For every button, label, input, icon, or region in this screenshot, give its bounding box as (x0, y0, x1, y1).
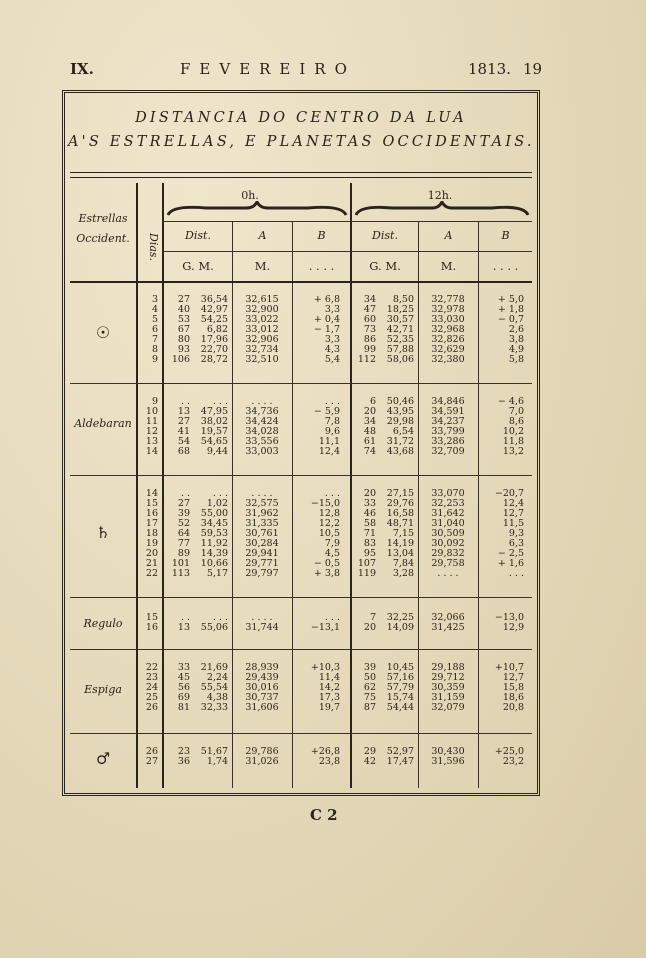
rule-12h-a (418, 221, 419, 788)
unit-gm-12h: G. M. (369, 259, 401, 273)
group-espiga-deg-12h: 39 50 62 75 87 (363, 662, 376, 713)
star-column-header: Estrellas Occident. (76, 212, 130, 245)
group-aldebaran-deg-12h: 6 20 34 48 61 74 (363, 396, 376, 457)
group-aldebaran-b-0h: . . . − 5,9 7,8 9,6 11,1 12,4 (313, 396, 340, 457)
group-sun-a-0h: 32,615 32,900 33,022 33,012 32,906 32,734 32,510 (245, 294, 279, 365)
group-regulo-b-12h: −13,0 12,9 (494, 612, 524, 633)
group-saturn-min-12h: 27,15 29,76 16,58 48,71 7,15 14,19 13,04 7,84 3,28 (386, 488, 414, 579)
group-sun-a-12h: 32,778 32,978 33,030 32,968 32,826 32,629 32,380 (431, 294, 465, 365)
time-0h-label: 0h. (241, 189, 259, 202)
unit-b-12h: . . . . (492, 259, 519, 273)
group-sun-deg-0h: 27 40 53 67 80 93 106 (171, 294, 190, 365)
group-saturn-a-12h: 33,070 32,253 31,642 31,040 30,509 30,092 29,832 29,758 . . . . (431, 488, 465, 579)
group-sun-days: 3 4 5 6 7 8 9 (151, 294, 158, 365)
group-mars-a-0h: 29,786 31,026 (245, 746, 279, 767)
sun-symbol-icon: ☉ (95, 323, 111, 342)
heading-rule-2 (70, 177, 532, 178)
group-mars-b-12h: +25,0 23,2 (494, 746, 524, 767)
group-sun-min-0h: 36,54 42,97 54,25 6,82 17,96 22,70 28,72 (200, 294, 228, 365)
group-regulo-a-0h: . . . . 31,744 (245, 612, 279, 633)
rule-group-5 (70, 733, 532, 734)
rule-group-2 (70, 475, 532, 476)
group-aldebaran-b-12h: − 4,6 7,0 8,6 10,2 11,8 13,2 (497, 396, 524, 457)
group-regulo-days: 15 16 (145, 612, 158, 633)
group-espiga-min-12h: 10,45 57,16 57,79 15,74 54,44 (386, 662, 414, 713)
group-mars-days: 26 27 (145, 746, 158, 767)
rule-group-1 (70, 383, 532, 384)
group-saturn-b-12h: −20,7 12,4 12,7 11,5 9,3 6,3 − 2,5 + 1,6 . . . (494, 488, 524, 579)
group-saturn-deg-0h: . . 27 39 52 64 77 89 101 113 (171, 488, 190, 579)
running-header (70, 60, 545, 82)
unit-b-0h: . . . . (308, 259, 335, 273)
rule-0h-b (292, 221, 293, 788)
rule-group-3 (70, 597, 532, 598)
rule-under-col-labels (162, 251, 532, 252)
days-column-header: Dias. (147, 232, 160, 262)
group-aldebaran-deg-0h: . . 13 27 41 54 68 (177, 396, 190, 457)
group-saturn-a-0h: . . . . 32,575 31,962 31,335 30,761 30,284 29,941 29,771 29,797 (245, 488, 279, 579)
star-label-espiga: Espiga (84, 683, 122, 696)
group-sun-b-12h: + 5,0 + 1,8 − 0,7 2,6 3,8 4,9 5,8 (497, 294, 524, 365)
group-espiga-a-12h: 29,188 29,712 30,359 31,159 32,079 (431, 662, 465, 713)
gathering-signature: C 2 (310, 806, 338, 824)
distance-table (70, 183, 532, 788)
unit-m-0h: M. (254, 259, 271, 273)
group-aldebaran-days: 9 10 11 12 13 14 (145, 396, 158, 457)
unit-gm-0h: G. M. (182, 259, 214, 273)
group-saturn-deg-12h: 20 33 46 58 71 83 95 107 119 (357, 488, 376, 579)
group-espiga-min-0h: 21,69 2,24 55,54 4,38 32,33 (200, 662, 228, 713)
rule-under-braces (162, 221, 532, 222)
b-12h-header: B (501, 229, 510, 242)
group-espiga-days: 22 23 24 25 26 (145, 662, 158, 713)
saturn-symbol-icon: ♄ (95, 523, 111, 542)
heading-rule-1 (70, 172, 532, 173)
group-sun-b-0h: + 6,8 3,3 + 0,4 − 1,7 3,3 4,3 5,4 (313, 294, 340, 365)
group-espiga-a-0h: 28,939 29,439 30,016 30,737 31,606 (245, 662, 279, 713)
b-0h-header: B (317, 229, 326, 242)
rule-group-4 (70, 649, 532, 650)
group-regulo-deg-0h: . . 13 (177, 612, 190, 633)
group-mars-deg-0h: 23 36 (177, 746, 190, 767)
group-saturn-b-0h: . . . −15,0 12,8 12,2 10,5 7,9 4,5 − 0,5 + 3,8 (310, 488, 340, 579)
group-espiga-deg-0h: 33 45 56 69 81 (177, 662, 190, 713)
rule-0h-a (232, 221, 233, 788)
star-label-aldebaran: Aldebaran (74, 417, 132, 430)
group-regulo-deg-12h: 7 20 (363, 612, 376, 633)
group-mars-min-0h: 51,67 1,74 (200, 746, 228, 767)
month-title: FEVEREIRO (180, 60, 356, 78)
star-label-regulo: Regulo (83, 617, 123, 630)
section-signature: IX. (70, 60, 94, 78)
group-sun-min-12h: 8,50 18,25 30,57 42,71 52,35 57,88 58,06 (386, 294, 414, 365)
table-title-line-1: DISTANCIA DO CENTRO DA LUA (135, 110, 467, 126)
page-number: 19 (523, 60, 543, 78)
group-regulo-min-0h: . . . 55,06 (200, 612, 228, 633)
a-0h-header: A (258, 229, 267, 242)
a-12h-header: A (444, 229, 453, 242)
group-espiga-b-12h: +10,7 12,7 15,8 18,6 20,8 (494, 662, 524, 713)
time-12h-label: 12h. (427, 189, 453, 202)
group-aldebaran-min-12h: 50,46 43,95 29,98 6,54 31,72 43,68 (386, 396, 414, 457)
table-title-line-2: A'S ESTRELLAS, E PLANETAS OCCIDENTAIS. (68, 134, 535, 150)
group-saturn-days: 14 15 16 17 18 19 20 21 22 (145, 488, 158, 579)
group-aldebaran-a-0h: . . . . 34,736 34,424 34,028 33,556 33,003 (245, 396, 279, 457)
brace-12h (354, 201, 530, 217)
table-heading (68, 96, 534, 166)
group-regulo-a-12h: 32,066 31,425 (431, 612, 465, 633)
unit-m-12h: M. (440, 259, 457, 273)
rule-between-times (350, 183, 352, 788)
group-aldebaran-min-0h: . . . 47,95 38,02 19,57 54,65 9,44 (200, 396, 228, 457)
group-regulo-b-0h: . . . −13,1 (310, 612, 340, 633)
dist-0h-header: Dist. (185, 229, 211, 242)
group-aldebaran-a-12h: 34,846 34,591 34,237 33,799 33,286 32,709 (431, 396, 465, 457)
dist-12h-header: Dist. (372, 229, 398, 242)
group-mars-b-0h: +26,8 23,8 (310, 746, 340, 767)
group-regulo-min-12h: 32,25 14,09 (386, 612, 414, 633)
group-sun-deg-12h: 34 47 60 73 86 99 112 (357, 294, 376, 365)
rule-after-days (162, 183, 164, 788)
group-espiga-b-0h: +10,3 11,4 14,2 17,3 19,7 (310, 662, 340, 713)
group-mars-deg-12h: 29 42 (363, 746, 376, 767)
mars-symbol-icon: ♂ (95, 749, 111, 768)
year-label: 1813. (468, 60, 511, 78)
group-saturn-min-0h: . . . 1,02 55,00 34,45 59,53 11,92 14,39 10,66 5,17 (200, 488, 228, 579)
group-mars-a-12h: 30,430 31,596 (431, 746, 465, 767)
group-mars-min-12h: 52,97 17,47 (386, 746, 414, 767)
brace-0h (166, 201, 348, 217)
rule-under-units (70, 281, 532, 283)
rule-12h-b (478, 221, 479, 788)
